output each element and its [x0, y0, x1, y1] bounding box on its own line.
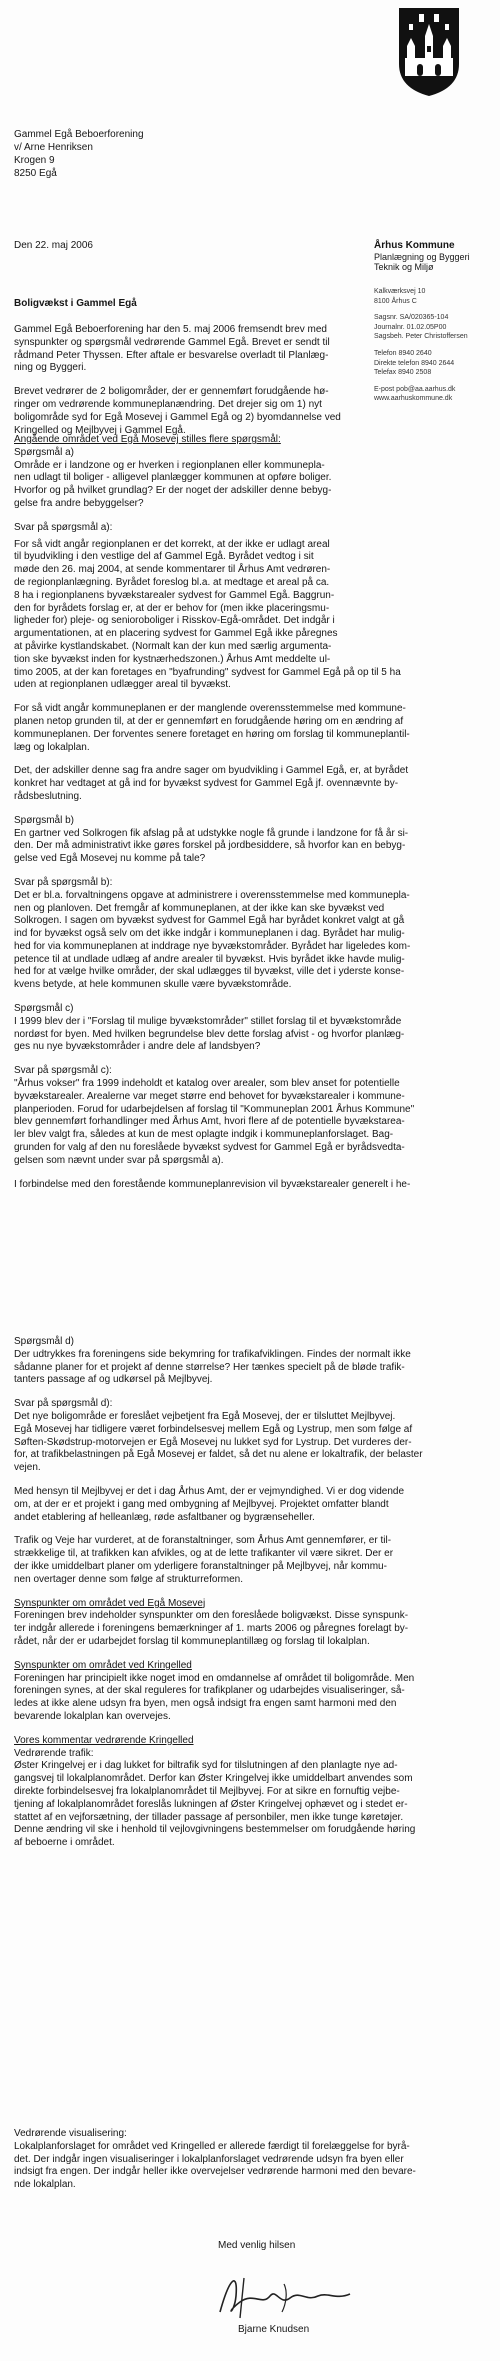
question-label: Spørgsmål d) — [14, 1336, 75, 1347]
address-line: 8100 Århus C — [374, 297, 417, 305]
recipient-line: Krogen 9 — [14, 155, 55, 166]
answer-text: Det er bl.a. forvaltningens opgave at administrere i overensstemmelse med kommunepla- nen og planloven. Det fremgår af kommuneplanen, at der ikke kan ske byvækst ved Solkrogen. I sagen om byvækst sydvest for Gammel Egå har byrådet konkret valgt at gå ind for byvækst også selv om det ikke indgår i kommuneplanen i dag. Byrådet har mulig- hed for via kommuneplanen at inddrage nye byvækstområder. Byrådet har ligeledes kom- petence til at undlade udlæg af andre arealer til byvækst. Hvis byrådet ikke havde mulig- hed for at vælge hvilke områder, der skal udlægges til byvækst, ville det i yderste konse- kvens betyde, at hele kommunen skulle være byvækstområde. — [14, 889, 411, 991]
email: E-post pob@aa.aarhus.dk — [374, 385, 456, 393]
question-label: Spørgsmål a) — [14, 446, 75, 458]
paragraph: Lokalplanforslaget for området ved Kringelled er allerede færdigt til forelæggelse for byrå- det. Der indgår ingen visualiseringer i lokalplanforslaget vedrørende udsyn fra byen eller indsigt fra engen. Der indgår heller ikke overvejelser vedrørende harmoni med den bevare- nde lokalplan. — [14, 2140, 416, 2191]
question-text: En gartner ved Solkrogen fik afslag på at udstykke nogle få grunde i landzone for få år si- den. Der må administrativt ikke gøres forskel på jordbesiddere, så hvorfor kan en bebyg- gelse ved Egå Mosevej nu komme på tale? — [14, 827, 409, 865]
phone: Telefon 8940 2640 — [374, 349, 432, 357]
question-text: Område er i landzone og er hverken i regionplanen eller kommunepla- nen udlagt til boliger - alligevel planlægger kommunen at opføre boliger. Hvorfor og på hvilket grundlag? Er der noget der adskiller denne bebyg- gelse fra andre bebyggelser? — [14, 459, 332, 509]
recipient-line: 8250 Egå — [14, 168, 57, 179]
closing-greeting: Med venlig hilsen — [218, 2240, 296, 2251]
recipient-line: Gammel Egå Beboerforening — [14, 129, 144, 140]
section-traffic — [14, 1336, 454, 1861]
answer-text: Det nye boligområde er foreslået vejbetjent fra Egå Mosevej, der er tilsluttet Mejlbyvej. Egå Mosevej har tidligere været forbindelsesvej mellem Egå og Lystrup, men som følge af Søften-Skødstrup-motorvejen er Egå Mosevej nu lukket syd for Lystrup. Det vurderes der- for, at trafikbelastningen på Egå Mosevej er faldet, så det nu alene er lokaltrafik, der belaster vejen. — [14, 1410, 423, 1474]
journal-number: Journalnr. 01.02.05P00 — [374, 323, 447, 331]
answer-text: For så vidt angår kommuneplanen er der manglende overensstemmelse med kommune- planen netop grunden til, at der er gennemført en forudgående høring om en ændring af kommuneplanen. Der forventes senere foretaget en høring om forslag til kommuneplantil- læg og lokalplan. — [14, 703, 410, 753]
question-label: Spørgsmål c) — [14, 1003, 74, 1015]
intro-section — [14, 324, 369, 448]
answer-label: Svar på spørgsmål d): — [14, 1398, 113, 1410]
recipient-address — [14, 128, 144, 180]
answer-text: "Århus vokser" fra 1999 indeholdt et katalog over arealer, som blev anset for potentielle byvækstarealer. Arealerne var meget større end behovet for byvækstarealer i kommune- planperioden. Forud for udarbejdelsen af forslag til "Kommuneplan 2001 Århus Kommune" blev gennemført forhandlinger med Århus Amt, hvori flere af de potentielle byvækstarea- ler blev valgt fra, således at kun de mest oplagte indgik i kommuneplanforslaget. Bag- grunden for valg af den nu foreslåede byvækst sydvest for Gammel Egå er byrådsvedta- gelsen som nævnt under svar på spørgsmål a). — [14, 1078, 415, 1166]
section-heading: Angående området ved Egå Mosevej stilles flere spørgsmål: — [14, 434, 281, 445]
answer-label: Svar på spørgsmål b): — [14, 876, 113, 888]
answer-label: Svar på spørgsmål a): — [14, 521, 113, 533]
paragraph: Brevet vedrører de 2 boligområder, der er gennemført forudgående hø- ringer om vedrørende kommuneplanændring. Det drejer sig om 1) nyt boligområde syd for Egå Mosevej i Gammel Egå og 2) byomdannelse ved Kringelled og Mejlbyvej i Gammel Egå. — [14, 386, 341, 436]
paragraph: Øster Kringelvej er i dag lukket for biltrafik syd for tilslutningen af den planlagte nye ad- gangsvej til lokalplanområdet. Derfor kan Øster Kringelvej ikke umiddelbart anvendes som direkte forbindelsesvej fra lokalplanområdet til Mejlbyvej. For at sikre en fornuftig vejbe- tjening af lokalplanområdet foreslås lukningen af Øster Kringelvej ophævet og i stedet er- stattet af en vejforsætning, der tillader passage af personbiler, men ikke tunge køretøjer. Denne ændring vil ske i henhold til vejlovgivningens bestemmelser om forudgående høring af beboerne i området. — [14, 1760, 416, 1849]
sender-block — [374, 240, 470, 272]
sender-department: Teknik og Miljø — [374, 262, 434, 272]
section-heading: Synspunkter om området ved Kringelled — [14, 1659, 192, 1671]
section-visualisering — [14, 2128, 454, 2203]
letter-subject: Boligvækst i Gammel Egå — [14, 298, 137, 309]
question-text: Der udtrykkes fra foreningens side bekymring for trafikafviklingen. Findes der normalt ikke sådanne planer for et projekt af denne størrelse? Her tænkes specielt på de bløde trafik- tanters passage af og udkørsel på Mejlbyvej. — [14, 1348, 411, 1386]
handwritten-signature — [210, 2266, 360, 2322]
answer-text: Det, der adskiller denne sag fra andre sager om byudvikling i Gammel Egå, er, at byrådet konkret har vedtaget at gå ind for byvækst sydvest for Gammel Egå jf. ovennævnte by- rådsbeslutning. — [14, 765, 409, 802]
coat-of-arms-logo — [397, 6, 461, 98]
section-heading: Synspunkter om området ved Egå Mosevej — [14, 1597, 206, 1609]
fax: Telefax 8940 2508 — [374, 369, 432, 377]
subsection-heading: Vedrørende trafik: — [14, 1747, 94, 1759]
answer-text: For så vidt angår regionplanen er det korrekt, at der ikke er udlagt areal til byudvikling i den vestlige del af Gammel Egå. Byrådet vedtog i sit møde den 26. maj 2004, at sende kommentarer til Århus Amt vedrøren- de regionplanlægning. Byrådet foreslog bl.a. at medtage et areal på ca. 8 ha i regionplanens byvækstarealer sydvest for Gammel Egå. Baggrun- den for byrådets forslag er, at der er behov for (men ikke placeringsmu- ligheder for) pleje- og senioroboliger i Risskov-Egå-området. Det indgår i argumentationen, at en placering sydvest for Gammel Egå ikke påregnes at påvirke kystlandskabet. (Normalt kan der kun med særlig argumenta- tion ske byvækst inden for kystnærhedszonen.) Århus Amt meddelte ul- timo 2005, at der kan foretages en "byafrunding" sydvest for Gammel Egå på op til 5 ha uden at regionplanen udlægger areal til byvækst. — [14, 538, 401, 691]
website: www.aarhuskommune.dk — [374, 395, 453, 403]
paragraph: Gammel Egå Beboerforening har den 5. maj 2006 fremsendt brev med synspunkter og spørgsmål vedrørende Gammel Egå. Brevet er sendt til rådmand Peter Thyssen. Efter aftale er besvarelse overladt til Planlæg- ning og Byggeri. — [14, 324, 330, 374]
address-line: Kalkværksvej 10 — [374, 288, 426, 295]
sender-department: Planlægning og Byggeri — [374, 252, 470, 262]
answer-text: Trafik og Veje har vurderet, at de foranstaltninger, som Århus Amt gennemfører, er til- strækkelige til, at trafikken kan afvikles, og at de lette trafikanter vil være sikret. Der er der ikke umiddelbart planer om yderligere foranstaltninger på Mejlbyvej, når kommu- nen overtager denne som følge af strukturreformen. — [14, 1535, 394, 1585]
subsection-heading: Vedrørende visualisering: — [14, 2128, 127, 2139]
question-text: I 1999 blev der i "Forslag til mulige byvækstområder" stillet forslag til et byvækstområde nordøst for byen. Med hvilken begrundelse blev dette forslag afvist - og hvorfor planlæg- ges nu nye byvækstområder i andre dele af landsbyen? — [14, 1015, 405, 1053]
question-label: Spørgsmål b) — [14, 814, 75, 826]
answer-text: Med hensyn til Mejlbyvej er det i dag Århus Amt, der er vejmyndighed. Vi er dog vidende om, at der er et projekt i gang med ombygning af Mejlbyvej. Projektet omfatter blandt andet etablering af helleanlæg, røde asfaltbaner og bygrænseheller. — [14, 1485, 405, 1523]
direct-phone: Direkte telefon 8940 2644 — [374, 359, 455, 367]
answer-label: Svar på spørgsmål c): — [14, 1065, 112, 1077]
paragraph: I forbindelse med den forestående kommuneplanrevision vil byvækstarealer generelt i he- — [14, 1178, 411, 1190]
sender-name: Århus Kommune — [374, 240, 455, 251]
paragraph: Foreningen brev indeholder synspunkter om den foreslåede boligvækst. Disse synspunk- ter indgår allerede i foreningens bemærkninger af 1. marts 2006 og påregnes forelagt by- rådet, når der er udarbejdet forslag til kommuneplantillæg og forslag til lokalplan. — [14, 1610, 409, 1647]
recipient-line: v/ Arne Henriksen — [14, 142, 93, 153]
letter-date: Den 22. maj 2006 — [14, 240, 93, 251]
paragraph: Foreningen har principielt ikke noget imod en omdannelse af området til boligområde. Men foreningen synes, at der skal reguleres for trafikplaner og udarbejdes visualiseringer, så- ledes at ikke alene udsyn fra byen, men også indsigt fra engen samt harmoni med den bevarende lokalplan kan overvejes. — [14, 1672, 415, 1722]
case-number: Sagsnr. SA/020365-104 — [374, 314, 449, 322]
section-mosevej — [14, 434, 415, 1202]
signatory-name: Bjarne Knudsen — [238, 2324, 310, 2335]
case-handler: Sagsbeh. Peter Christoffersen — [374, 333, 468, 341]
contact-info — [374, 287, 468, 404]
section-heading: Vores kommentar vedrørende Kringelled — [14, 1734, 194, 1746]
